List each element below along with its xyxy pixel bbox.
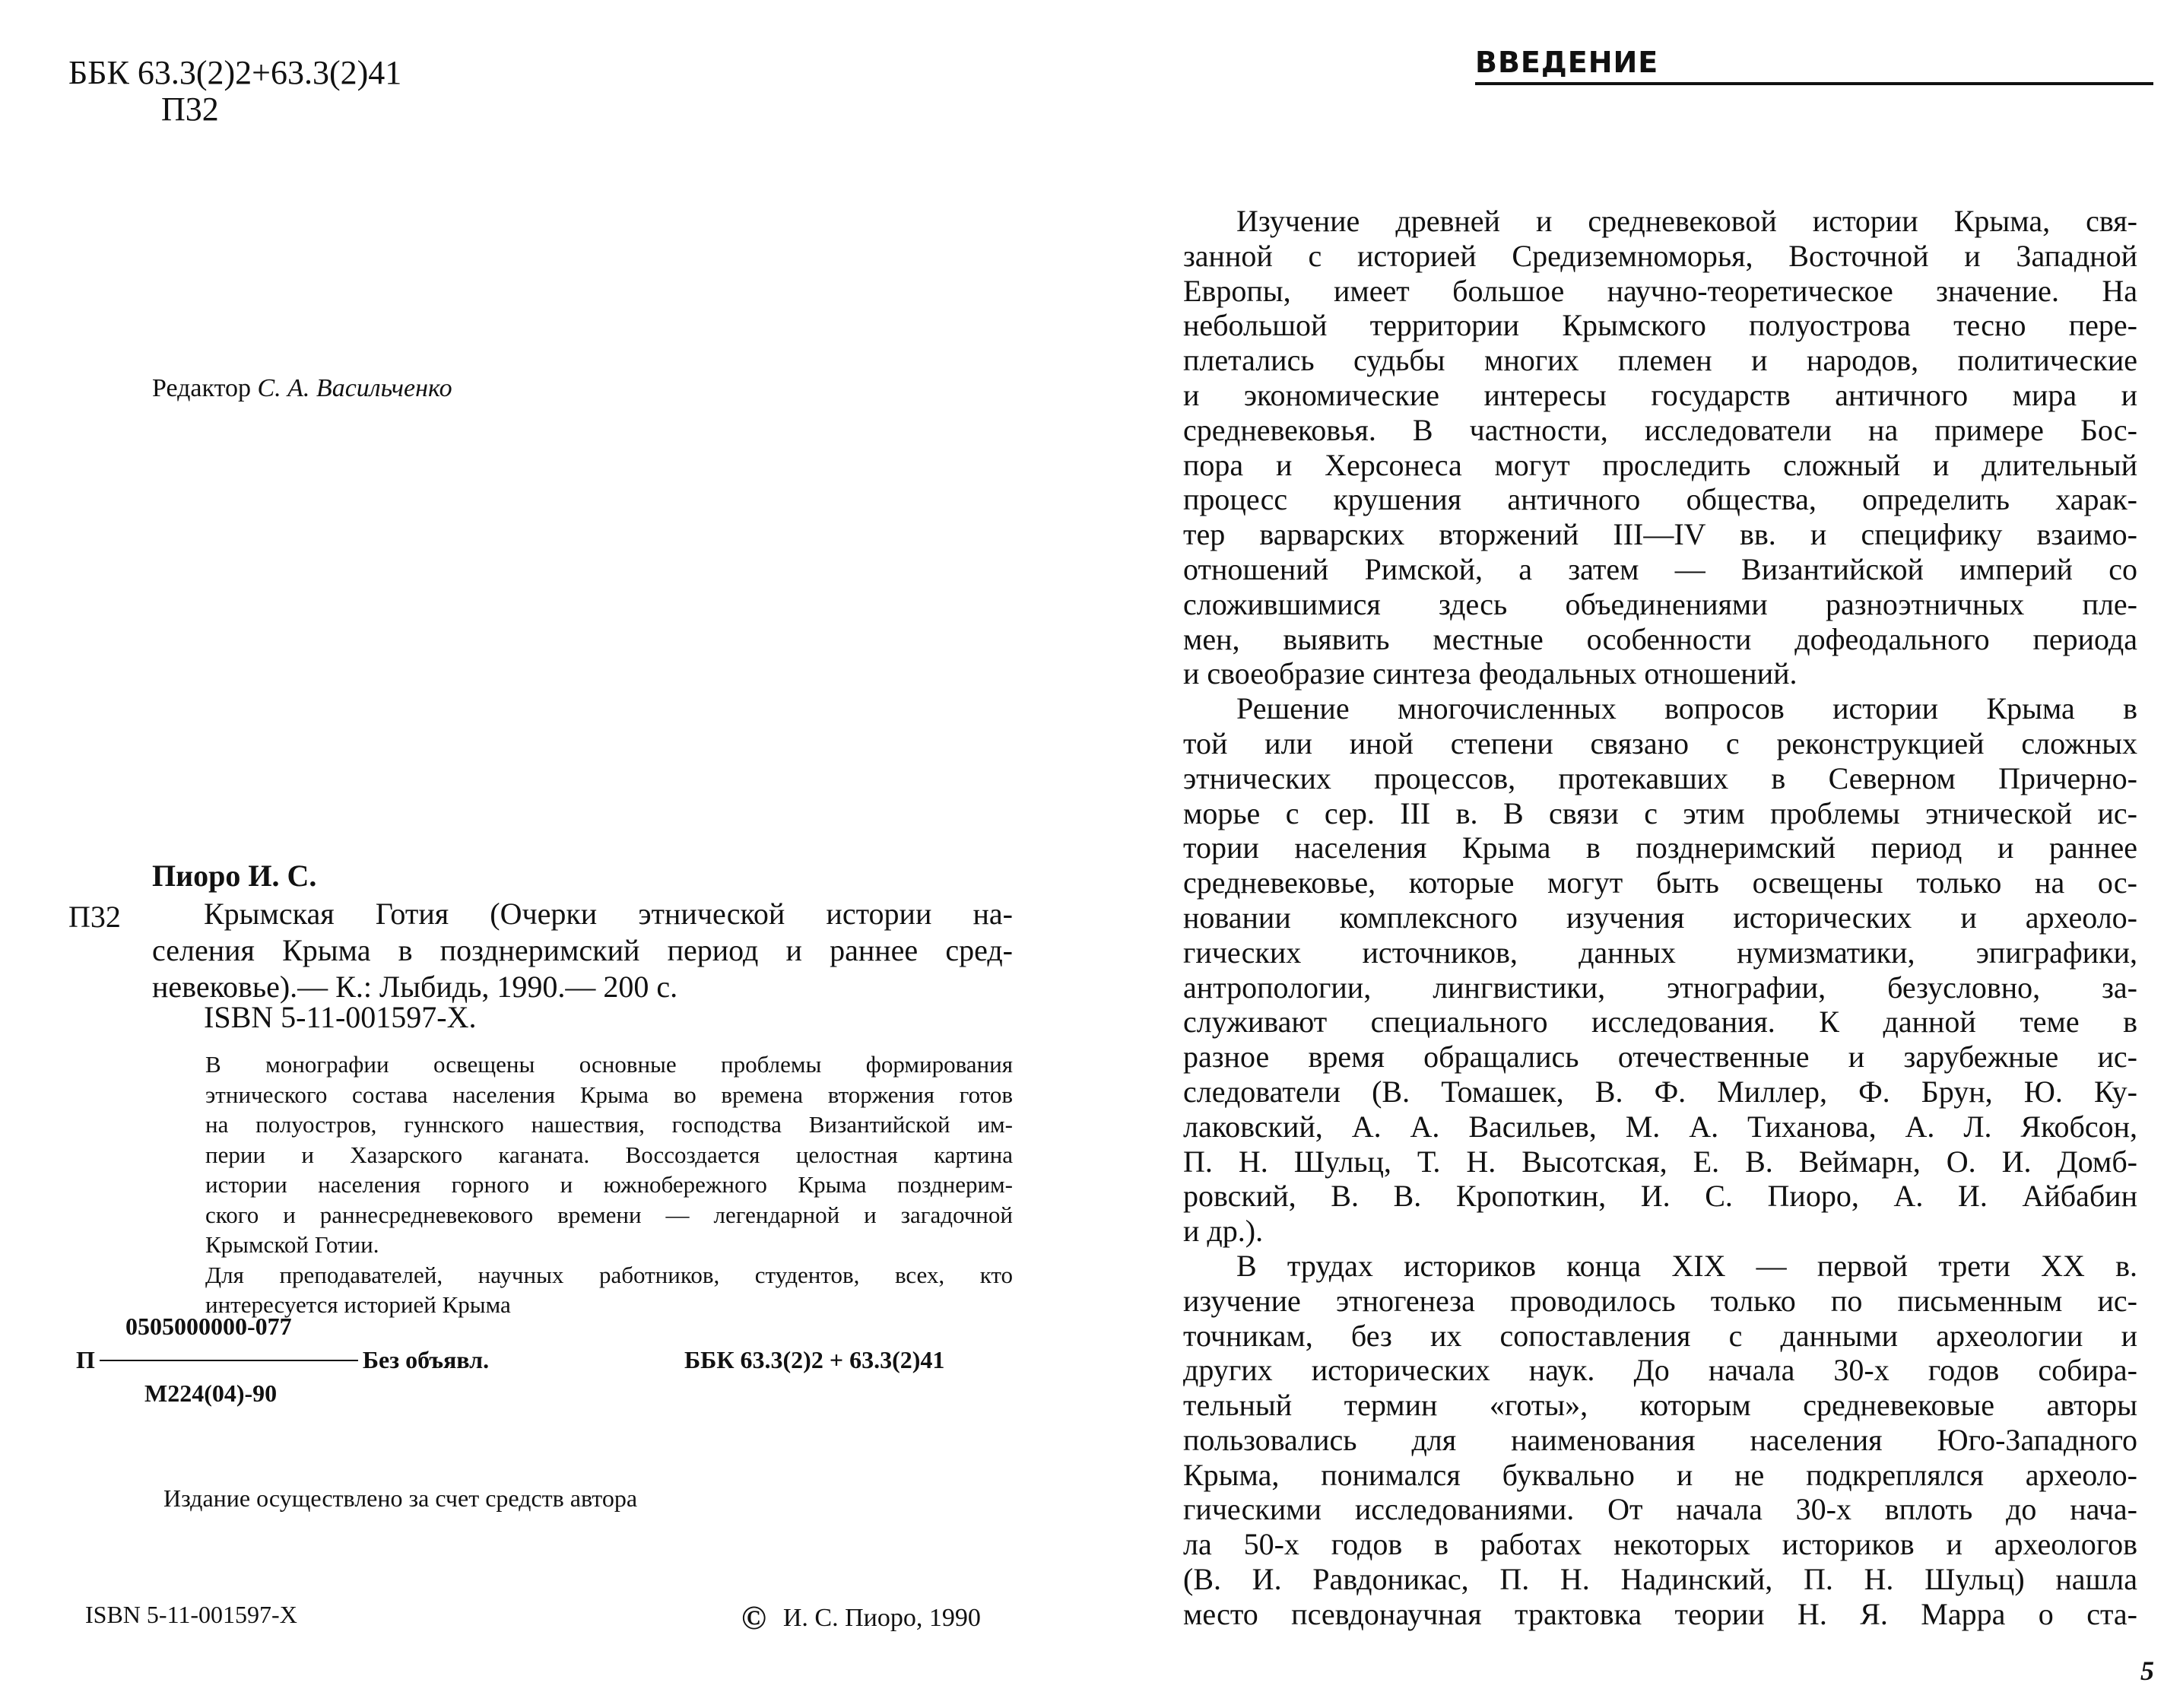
no-announcement: Без объявл. (362, 1346, 490, 1373)
text-line: морье с сер. III в. В связи с этим проблемы этнической ис- (1183, 795, 2137, 830)
text-line: разное время обращались отечественные и зарубежные ис- (1183, 1040, 2137, 1075)
catalog-code-row (76, 1346, 489, 1374)
side-mark: П32 (68, 900, 121, 934)
fraction-rule (100, 1360, 358, 1361)
page-number: 5 (2140, 1656, 2154, 1686)
biblio-line: селения Крыма в позднеримский период и раннее сред- (152, 933, 1013, 967)
text-line: Решение многочисленных вопросов истории Крыма в (1236, 691, 2137, 726)
text-line: ла 50-х годов в работах некоторых историков и археологов (1183, 1527, 2137, 1562)
text-line: служивают специального исследования. К данной теме в (1183, 1005, 2137, 1040)
text-line: средневековье, которые могут быть освещены только на ос- (1183, 865, 2137, 900)
shelf-mark: П32 (161, 90, 219, 128)
text-line: средневековья. В частности, исследователи на примере Бос- (1183, 412, 2137, 447)
text-line: и своеобразие синтеза феодальных отношений. (1183, 656, 1798, 691)
text-line: этнических процессов, протекавших в Северном Причерно- (1183, 760, 2137, 795)
bibliographic-description (152, 896, 1013, 1005)
text-line: мен, выявить местные особенности дофеодального периода (1183, 621, 2137, 656)
audience-paragraph (152, 1260, 1013, 1320)
text-line: Европы, имеет большое научно-теоретическое значение. На (1183, 273, 2137, 308)
text-line: Крыма, понимался буквально и не подкреплялся археоло- (1183, 1457, 2137, 1492)
text-line: тории населения Крыма в позднеримский период и раннее (1183, 830, 2137, 865)
text-line: новании комплексного изучения исторических и археоло- (1183, 900, 2137, 935)
heading-rule (1475, 82, 2153, 85)
paragraph-2 (1183, 691, 2137, 1249)
text-line: небольшой территории Крымского полуострова тесно пере- (1183, 308, 2137, 343)
abstract-line: Крымской Готии. (205, 1231, 379, 1258)
text-line: той или иной степени связано с реконструкцией сложных (1183, 725, 2137, 760)
abstract-paragraph (152, 1049, 1013, 1260)
text-line: В трудах историков конца XIX — первой трети XX в. (1236, 1248, 2137, 1283)
text-line: (В. И. Равдоникас, П. Н. Надинский, П. Н. Шульц) нашла (1183, 1562, 2137, 1597)
isbn-bottom: ISBN 5-11-001597-Х (85, 1601, 297, 1628)
editor-label: Редактор (152, 374, 251, 402)
text-line: пользовались для наименования населения Юго-Западного (1183, 1422, 2137, 1457)
text-line: антропологии, лингвистики, этнографии, безусловно, за- (1183, 970, 2137, 1005)
bbk-code: ББК 63.3(2)2+63.3(2)41 (68, 54, 402, 91)
introduction-text (1183, 204, 2137, 1632)
copyright-text: И. С. Пиоро, 1990 (782, 1603, 981, 1632)
text-line: занной с историей Средиземноморья, Восточной и Западной (1183, 238, 2137, 273)
text-line: изучение этногенеза проводилось только по письменным ис- (1183, 1283, 2137, 1318)
abstract-line: этнического состава населения Крыма во времена вторжения готов (205, 1081, 1013, 1108)
text-line: место псевдонаучная трактовка теории Н. Я. Марра о ста- (1183, 1596, 2137, 1631)
bbk-code-bottom: ББК 63.3(2)2 + 63.3(2)41 (684, 1346, 945, 1373)
abstract-line: ского и раннесредневекового времени — легендарной и загадочной (205, 1201, 1013, 1228)
text-line: лаковский, А. А. Васильев, М. А. Тиханова, А. Л. Якобсон, (1183, 1109, 2137, 1144)
right-page (1082, 0, 2164, 1708)
text-line: точникам, без их сопоставления с данными археологии и (1183, 1318, 2137, 1353)
text-line: и др.). (1183, 1214, 1264, 1249)
text-line: П. Н. Шульц, Т. Н. Высотская, Е. В. Веймарн, О. И. Домб- (1183, 1144, 2137, 1179)
text-line: следователи (В. Томашек, В. Ф. Миллер, Ф. Брун, Ю. Ку- (1183, 1074, 2137, 1109)
publication-note: Издание осуществлено за счет средств автора (163, 1484, 638, 1512)
biblio-line: невековье).— К.: Лыбидь, 1990.— 200 с. (152, 970, 678, 1004)
text-line: ровский, В. В. Кропоткин, И. С. Пиоро, А. И. Айбабин (1183, 1179, 2137, 1214)
abstract-line: перии и Хазарского каганата. Воссоздается целостная картина (205, 1141, 1013, 1168)
chapter-heading: ВВЕДЕНИЕ (1475, 46, 1659, 79)
paragraph-3 (1183, 1249, 2137, 1632)
text-line: плетались судьбы многих племен и народов, политические (1183, 343, 2137, 378)
abstract (152, 1049, 1013, 1320)
isbn-inline: ISBN 5-11-001597-Х. (204, 1000, 477, 1034)
abstract-line: на полуостров, гуннского нашествия, господства Византийской им- (205, 1111, 1013, 1138)
text-line: пора и Херсонеса могут проследить сложный и длительный (1183, 447, 2137, 482)
author-name: Пиоро И. С. (152, 859, 317, 893)
abstract-line: Для преподавателей, научных работников, студентов, всех, кто (205, 1261, 1013, 1288)
biblio-line: Крымская Готия (Очерки этнической истории на- (204, 897, 1013, 931)
text-line: других исторических наук. До начала 30-х годов собира- (1183, 1353, 2137, 1388)
text-line: процесс крушения античного общества, определить харак- (1183, 482, 2137, 517)
code-prefix: П (76, 1346, 95, 1373)
editor-credit (152, 374, 452, 403)
abstract-line: интересуется историей Крыма (205, 1291, 511, 1318)
editor-name: С. А. Васильченко (257, 374, 452, 402)
text-line: сложившимися здесь объединениями разноэтничных пле- (1183, 586, 2137, 621)
text-line: гическими исследованиями. От начала 30-х вплоть до нача- (1183, 1492, 2137, 1527)
text-line: гических источников, данных нумизматики, эпиграфики, (1183, 935, 2137, 970)
copyright (741, 1598, 981, 1637)
copyright-icon: © (741, 1599, 766, 1637)
text-line: и экономические интересы государств античного мира и (1183, 377, 2137, 412)
text-line: отношений Римской, а затем — Византийской империй со (1183, 551, 2137, 586)
abstract-line: истории населения горного и южнобережного Крыма позднерим- (205, 1171, 1013, 1198)
abstract-line: В монографии освещены основные проблемы формирования (205, 1051, 1013, 1078)
paragraph-1 (1183, 204, 2137, 691)
text-line: Изучение древней и средневековой истории Крыма, свя- (1236, 204, 2137, 238)
text-line: тельный термин «готы», которым средневековые авторы (1183, 1388, 2137, 1423)
catalog-code-top: 0505000000-077 (125, 1313, 292, 1340)
catalog-code-bottom: М224(04)-90 (144, 1379, 278, 1407)
text-line: тер варварских вторжений III—IV вв. и специфику взаимо- (1183, 517, 2137, 552)
